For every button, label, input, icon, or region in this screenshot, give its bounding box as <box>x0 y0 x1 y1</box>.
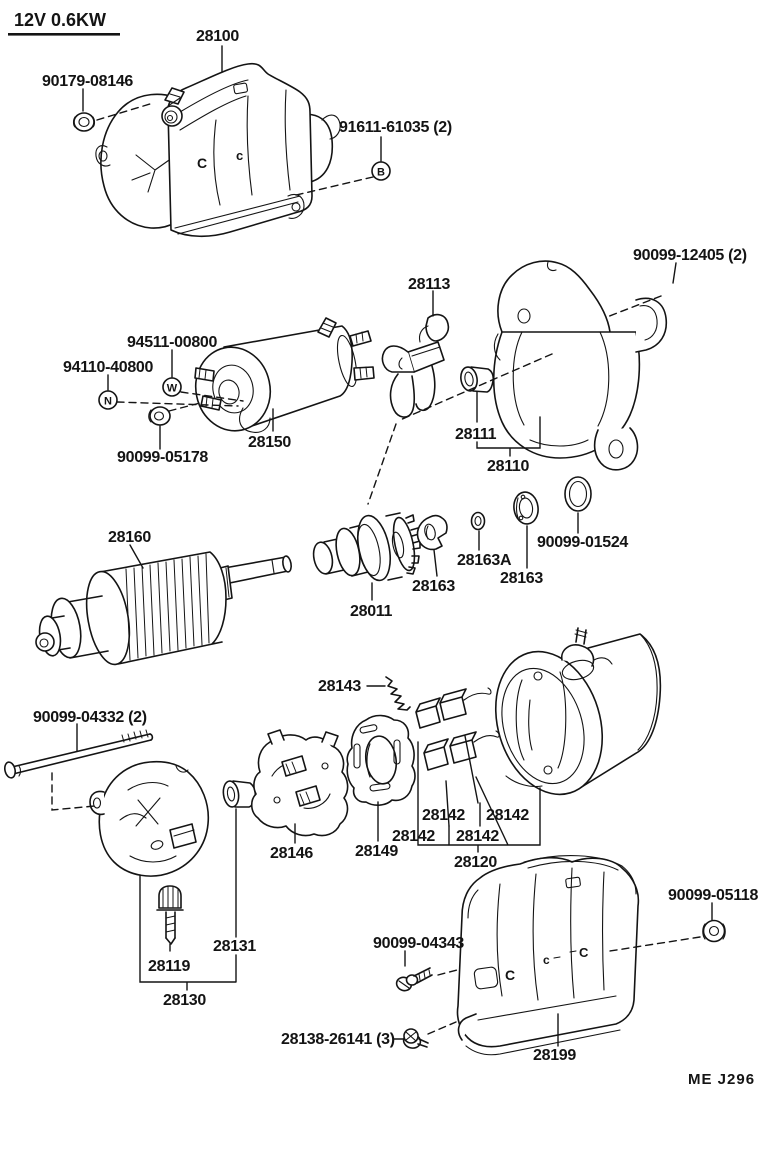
label-28110: 28110 <box>487 458 530 475</box>
part-drawing-brush-holder <box>252 730 348 836</box>
label-28120: 28120 <box>454 854 497 871</box>
label-28119: 28119 <box>148 958 191 975</box>
label-94511-00800: 94511-00800 <box>127 334 218 351</box>
part-drawing-end-frame <box>90 762 208 876</box>
callout-letter-n: N <box>104 395 112 408</box>
part-drawing-yoke <box>479 628 660 808</box>
part-drawing-bolt-04343 <box>395 968 432 993</box>
label-91611-61035: 91611-61035 (2) <box>339 119 452 136</box>
label-28163-bearing: 28163 <box>500 570 543 587</box>
casting-mark-c: c <box>543 953 550 967</box>
label-90179-08146: 90179-08146 <box>42 73 134 90</box>
label-28130: 28130 <box>163 992 206 1009</box>
label-28142-r2b: 28142 <box>456 828 499 845</box>
part-drawing-insulator-plate <box>347 716 415 806</box>
casting-mark-c: C <box>505 967 516 983</box>
label-28142-r1a: 28142 <box>422 807 465 824</box>
callout-letter-b: B <box>377 166 385 179</box>
part-drawing-screw-26141 <box>402 1029 428 1050</box>
part-drawing-nut-90179 <box>74 113 95 131</box>
label-90099-05178: 90099-05178 <box>117 449 209 466</box>
part-drawing-bushing-28111 <box>459 366 493 392</box>
label-90099-04343: 90099-04343 <box>373 935 465 952</box>
label-90099-12405: 90099-12405 (2) <box>633 247 747 264</box>
part-drawing-bushing-28131 <box>222 780 255 808</box>
spec-underline <box>8 33 120 36</box>
part-drawing-drive-housing <box>494 261 667 470</box>
sheet-code: ME J296 <box>688 1071 756 1088</box>
label-90099-05118: 90099-05118 <box>668 887 759 904</box>
part-drawing-starter-clutch <box>311 513 420 584</box>
part-drawing-brush-spring <box>386 677 410 710</box>
callout-circle-w <box>163 378 181 396</box>
part-drawing-grommet <box>149 407 170 425</box>
callout-circle-b <box>372 162 390 180</box>
part-drawing-brush-spring-holder <box>382 315 448 417</box>
label-28150: 28150 <box>248 434 291 451</box>
part-drawing-armature <box>36 552 292 668</box>
label-28111: 28111 <box>455 426 497 443</box>
label-28149: 28149 <box>355 843 398 860</box>
label-28113: 28113 <box>408 276 451 293</box>
label-28199: 28199 <box>533 1047 576 1064</box>
part-drawing-nut-05118 <box>703 921 726 942</box>
part-drawing-snap-ring <box>472 513 485 530</box>
spec-title: 12V 0.6KW <box>14 10 107 30</box>
casting-mark-c: C <box>579 945 589 960</box>
label-28160: 28160 <box>108 529 151 546</box>
part-drawing-end-cover <box>457 856 638 1055</box>
casting-mark-c: C <box>197 155 208 171</box>
label-90099-04332: 90099-04332 (2) <box>33 709 147 726</box>
callout-letter-w: W <box>166 382 178 395</box>
part-drawing-bearing <box>512 490 540 525</box>
part-drawing-terminal-screw <box>157 886 183 944</box>
callout-circle-n <box>99 391 117 409</box>
label-28138-26141: 28138-26141 (3) <box>281 1031 395 1048</box>
label-28011: 28011 <box>350 603 393 620</box>
label-28142-r2a: 28142 <box>392 828 435 845</box>
label-28131: 28131 <box>213 938 256 955</box>
part-drawing-oring <box>565 477 591 511</box>
label-28163a: 28163A <box>457 552 512 569</box>
part-drawing-brushes <box>416 688 499 770</box>
label-94110-40800: 94110-40800 <box>63 359 154 376</box>
label-28146: 28146 <box>270 845 313 862</box>
part-drawing-stop-collar <box>418 516 447 550</box>
label-28142-r1b: 28142 <box>486 807 529 824</box>
label-28100: 28100 <box>196 28 239 45</box>
label-90099-01524: 90099-01524 <box>537 534 629 551</box>
casting-mark-c: c <box>236 148 244 163</box>
label-28143: 28143 <box>318 678 361 695</box>
label-28163-collar: 28163 <box>412 578 455 595</box>
